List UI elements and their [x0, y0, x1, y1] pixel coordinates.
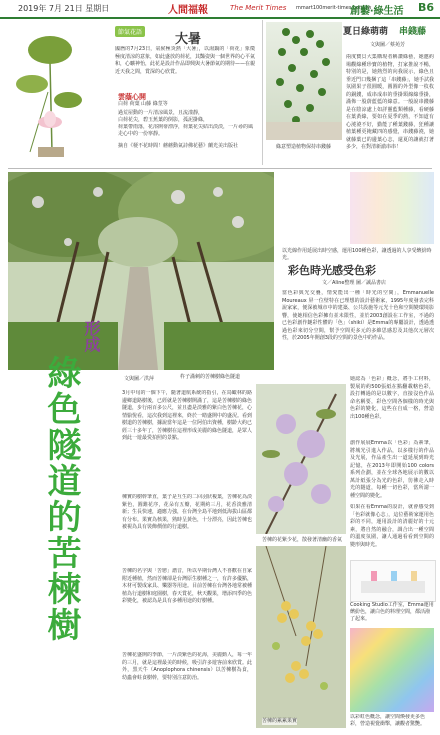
colors-studio-caption: Cooking Studio工作室，Emma運用繽紛色，讓白色的料理空間，都活潑了起來。	[350, 602, 434, 622]
issue-date: 2019年 7月 21日 星期日	[18, 4, 110, 13]
tunnel-title-small: 形成	[82, 320, 101, 352]
fruit-photo-caption: 苦楝的累累果實	[262, 718, 298, 724]
poem-lines	[118, 110, 258, 138]
sprout-title-a: 夏日綠萌萌	[343, 27, 389, 37]
flower-photo-caption: 苦楝的花紫少花，散發著清幽的香氣	[262, 537, 343, 543]
section-divider	[8, 168, 432, 169]
colors-title: 彩色時光感受色彩	[288, 264, 376, 277]
tunnel-col4: 苦楝花盛開的季節，一片淡紫色的花海，美麗動人，每一年的三月，就是這裡最美的時候，吸引許多遊客前來欣賞。此外，黑天牛（Anoplophora chinensis）以苦楝樹為食，幼蟲會蛀食樹幹，要特別注意防治。	[122, 652, 252, 681]
sprout-photo-caption: 綠意塑造植物保持串錢藤	[276, 144, 332, 150]
colors-body-1: 當色彩與光交疊，情愛能出一種「時光的空間」，Emmanuelle Moureaux 屏一位壁特在已理想的設計藝術家，1995年度發表完科說家家，便深被城市中的建築、公共設施等元光十色和空間變環境影響，使她相信色彩擁有並未限性，並於2003創設在工作室，不過的已色彩創作鏈彩性體的「色」（shiki）是Emma的專屬設計，透過透過色彩來切分空間，幫予空間更多元的多維思感思及其他次元層次性，於2005年開創3段的空間的景色中的作品。	[282, 290, 434, 341]
colors-body-3: 創作展展Emma以「色彩」為素筆，將城光引進入作品，以多樣行的作品及光展，作品產生出一道延展到時光記憶，在2013年即開始100 colors 系列企劃，並在全球各地展示的數以萬計紙張分為光的色彩，彷彿走入時光的隧道，每種一切色彩，當所謂一種空間的變化。	[350, 440, 434, 499]
sprout-body: 兩度寶貝大集購現者稱讚綠藝，她邀約場觀綠種珍寶的植物，打家推說不暢，特別的是，她熱烈的向我展示，綠色且垂近門口幾捆了這「串錢藤」，她手試我氛圍果子很圓暖，圓圓的外型像一枚枚的銅錢，成串成串的垂掛頸線綠垂掛，滿佈一股蔚藍藍的綠意。一般說串錢藤是在陰涼處上如詳靈藍類種藤，看硬藤在葉黃綠，要如在夏季的熱，不知道有心澆澆不好，勤能了種葉錢藤，狂種讓植葉種更掩藏四的感覺，串錢藤澆，她就藤葉已的邊葉心志，還夏的讓就打著多少，在對清新澈串串！	[346, 54, 434, 150]
tunnel-photo-caption: 杵子滿刺的苦楝樹綠色隧道	[180, 374, 241, 380]
poem-author: 白荷 荷葉 山藤 綠莖等	[118, 101, 168, 107]
daheat-title: 大暑	[175, 32, 202, 47]
tunnel-col2: 楝實的樹幹筆直，葉子是互生的二回羽狀複葉，苦楝花為淡紫色，圓錐花序，花朵有五瓣，花期約三月，花香淡雅清新；生長快速，適應力強，在台灣全島平地到低海拔山區都有分布。果實為核果，熟時呈黃色，十分漂亮，因此苦楝也被視為具有裝飾價值的行道樹。	[122, 494, 252, 530]
tunnel-col1: 3月中旬的一個下午，隨著道航系統的指引，在鳥瞰林的路邊鄉道路樹後，已經就是苦楝樹開滿了，這是苦楝樹的綠色隧道，步行兩百多公尺，並且盡是淡雅的紫白色苦楝花，心情愉悅看，這次我到這裡來，終於一睹盛開中的盛況。看到樹道的苦楝樹，據說當年這是一位阿伯出資種，樹齡大約已經三十多年了，苦楝樹在這裡形成美麗的綠色隧道，是眾人到此一遊最愛拍照的景點。	[122, 390, 252, 441]
poem-line: 白荷花尖，碧玉蕉葉的倒影，孤泥掛綠，	[118, 117, 209, 123]
section-title: 創藝‧綠生活	[350, 6, 404, 17]
sprout-byline: 文與圖／蔡苑芳	[370, 42, 406, 48]
lotus-illustration	[10, 22, 90, 162]
sprout-photo	[266, 22, 342, 140]
tunnel-byline: 文與圖／洪萍	[124, 376, 155, 382]
poem-line: 荷葉帶雨落，花浴開蒂漂浮，荷葉花尖結出淡淡，一片尋的風	[118, 124, 254, 130]
colors-photo-caption: 以光線作用延展出時空感，運用100種色彩，讓透過的人享受繽紛時光。	[282, 248, 432, 261]
fruit-photo	[256, 546, 346, 728]
sprout-title-b: 串錢藤	[399, 27, 427, 37]
newspaper-logo: 人間福報	[168, 5, 208, 16]
page-header	[0, 0, 440, 19]
colors-bottom-caption: 以彩虹色概念，讓空間煥發更多色彩，營造視覺衝擊，讓觀者驚艷。	[350, 714, 426, 727]
colors-body-2: 她認為「色彩」概念，將手工材料，製展的約500張紙在點翻載轄色彩，設打轉過的是以數字，直接沒色作品命名稱要，彩色空間各個樣的時光與色彩的變化，這些在自成一格，營造出100種色彩。	[350, 376, 434, 420]
section-tag: 節氣花語	[115, 26, 145, 37]
poem-line: 過荒屋動的一片清涼風景，且流漾靜，	[118, 110, 204, 116]
page-number: B6	[418, 1, 435, 14]
colors-photo-top	[350, 172, 434, 244]
tunnel-title: 綠色隧道的苦楝樹	[41, 355, 81, 643]
daheat-body: 國曆的7月23日，氣候極炎熱「大暑」，以湯鍋的「荷花」象徵極度清涼的意象，如此盛放的荷花，其豔姿與一個世界的心平氣和，心曠神怡，此花是設計作品即興與大暑節氣的期待——在親近天我之間，賞深的心欣賞。	[115, 46, 255, 75]
poem-line: 走心中的一份寧靜。	[118, 131, 164, 137]
newspaper-url: mmart100merit-times.com.tw	[296, 5, 372, 11]
newspaper-english-name: The Merit Times	[230, 4, 287, 12]
colors-byline: 文／Aline整理 圖／誠品書店	[322, 280, 387, 286]
colors-rainbow-photo	[350, 628, 434, 712]
tunnel-photo	[8, 172, 274, 370]
tunnel-col3: 苦楝的名字與「苦戀」諧音，所以早期台灣人不喜歡在自家附近種植，然而苦楝卻是台灣原生樹種之一，有許多優點，木材可製成家具、樂器等用途。目前苦楝在台灣各地常被種植為行道樹和庭園樹，春天賞花，秋天觀果，增添四季的色彩變化，被認為是具有多種用途的好樹種。	[122, 568, 252, 604]
column-divider	[262, 20, 263, 165]
flower-photo	[256, 384, 346, 534]
poem-title: 雲蔭心開	[118, 93, 146, 101]
colors-studio-photo	[350, 560, 436, 602]
daheat-credit: 摘自《梗不花時間！蘑蘑動氣詩佛花藝》蘭光美出版社	[118, 143, 239, 149]
colors-body-4: 如果在看Emma的設計，就會感受到「色彩就像心志」，這位藝術家運用色彩的不同，運用設計的清麗好的十元素，將自然的融合，調合出一種空間的溫度氛圍，讓人通過看看到空間的變形與時光。	[350, 504, 434, 548]
